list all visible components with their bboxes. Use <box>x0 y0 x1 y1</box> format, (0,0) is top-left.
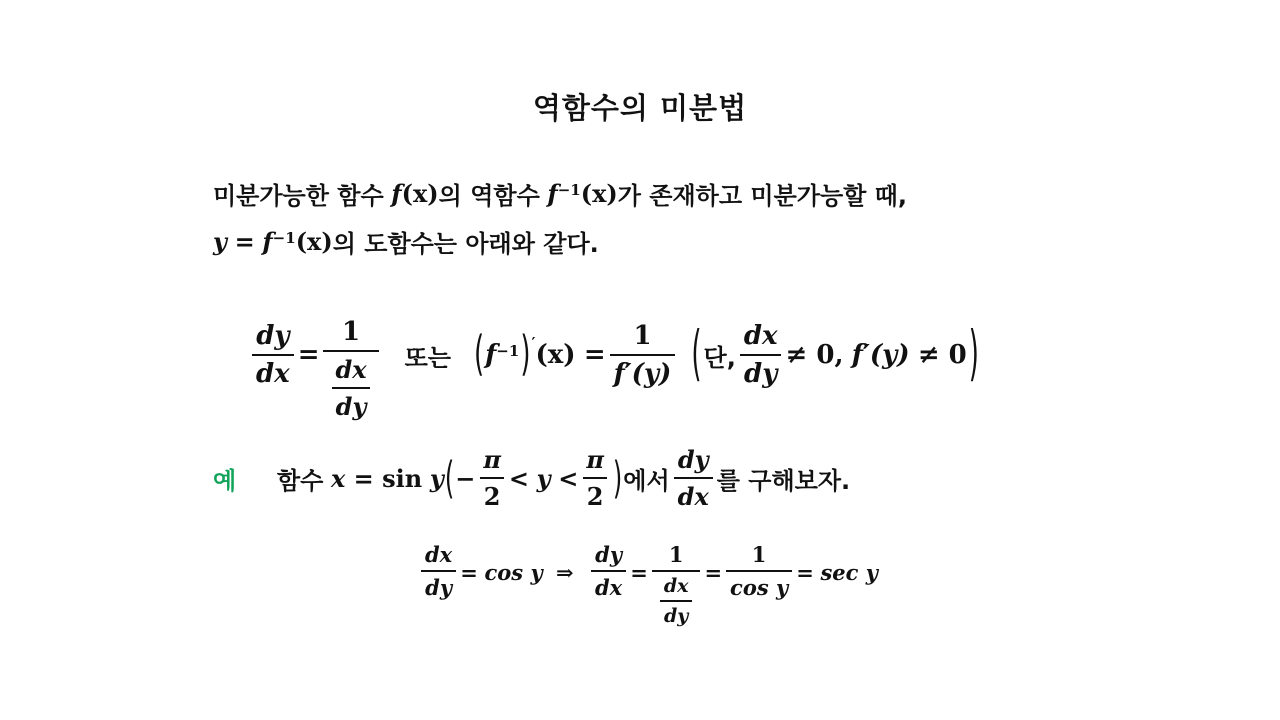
equals-sign: = <box>460 560 478 585</box>
numerator-dy: dy <box>595 542 623 567</box>
intro-text-2: 의 역함수 <box>438 182 540 210</box>
equals-sign: = <box>297 340 320 370</box>
intro-text-4: 의 도함수는 아래와 같다. <box>332 230 599 258</box>
inverse-exponent: −1 <box>496 342 520 360</box>
left-paren: ( <box>473 328 485 382</box>
equals-sign-3: = <box>704 560 723 585</box>
finv-exponent: −1 <box>557 180 581 199</box>
example-text-3: 를 구해보자. <box>716 466 851 495</box>
finv-argument: (x) <box>580 179 618 208</box>
numerator-dx: dx <box>335 355 367 384</box>
denominator-dy: dy <box>740 354 781 389</box>
fx-function: f <box>391 179 402 208</box>
numerator-dx: dx <box>663 575 689 597</box>
x-argument: (x) <box>535 340 576 370</box>
right-paren: ) <box>520 328 531 382</box>
or-text: 또는 <box>404 343 451 372</box>
denominator-cos-y: cos y <box>726 570 792 600</box>
example-text-2: 에서 <box>623 466 670 495</box>
equals-sign: = <box>234 227 255 256</box>
y-variable-2: y <box>536 463 551 493</box>
denominator-dx: dx <box>591 570 626 600</box>
intro-text-3: 가 존재하고 미분가능할 때, <box>617 182 907 210</box>
prime-mark: ′ <box>531 334 536 352</box>
neq-zero-2: ≠ 0 <box>917 340 967 370</box>
two-2: 2 <box>583 477 608 511</box>
numerator-one: 1 <box>341 317 361 347</box>
numerator-dy: dy <box>256 321 290 351</box>
pi-symbol: π <box>483 445 501 474</box>
finv-argument: (x) <box>295 227 333 256</box>
example-text-1: 함수 <box>277 466 324 495</box>
denominator-fraction <box>652 570 701 627</box>
range-left-paren: ( <box>444 452 455 504</box>
example-label: 예 <box>213 466 237 495</box>
condition-dan: 단, <box>703 343 736 372</box>
minus-sign: − <box>455 463 476 493</box>
cos-y: cos y <box>484 560 543 585</box>
numerator-dx: dx <box>425 542 453 567</box>
f-function: f <box>485 340 497 370</box>
equals-sign-4: = <box>796 560 814 585</box>
sec-y: sec y <box>820 560 878 585</box>
range-right-paren: ) <box>612 452 623 504</box>
two: 2 <box>480 477 505 511</box>
condition-dx-dy-fraction <box>740 321 782 389</box>
finv-function: f <box>547 179 558 208</box>
equals-sign-2: = <box>583 340 606 370</box>
denominator-fraction <box>323 350 378 421</box>
fprime-y: f′(y) <box>851 340 910 370</box>
example-dy-dx <box>674 445 713 511</box>
finv-exponent: −1 <box>272 228 296 247</box>
numerator-dx: dx <box>743 321 778 351</box>
numerator-one-2: 1 <box>751 542 767 567</box>
main-formula <box>248 300 981 421</box>
reciprocal-fraction <box>652 542 701 627</box>
condition-right-paren: ) <box>968 320 979 390</box>
dy-dx-fraction <box>591 542 626 600</box>
pi-over-2 <box>582 445 608 511</box>
intro-text-1: 미분가능한 함수 <box>213 182 384 210</box>
y-variable: y <box>213 227 227 256</box>
denominator-dy: dy <box>660 600 692 627</box>
denominator-dx: dx <box>252 354 294 389</box>
reciprocal-fraction <box>323 317 378 421</box>
solution-line <box>417 542 878 632</box>
page-title: 역함수의 미분법 <box>532 91 748 125</box>
denominator-dy: dy <box>332 387 371 421</box>
denominator-dx: dx <box>674 477 713 511</box>
dx-dy-fraction <box>421 542 456 600</box>
dx-dy-inner-fraction <box>660 575 693 627</box>
inverse-derivative-fraction <box>610 321 676 389</box>
intro-line-2 <box>213 224 599 259</box>
condition-left-paren: ( <box>691 320 702 390</box>
dy-dx-fraction <box>252 321 294 389</box>
x-equals: x = <box>331 463 383 493</box>
numerator-one-2: 1 <box>633 321 652 351</box>
less-than-2: < <box>558 463 579 493</box>
one-over-cos-fraction <box>726 542 792 600</box>
fx-argument: (x) <box>401 179 439 208</box>
neg-pi-over-2 <box>479 445 505 511</box>
dx-dy-fraction <box>331 355 370 421</box>
neq-zero: ≠ 0, <box>785 340 844 370</box>
numerator-one: 1 <box>668 542 684 567</box>
equals-sign-2: = <box>630 560 648 585</box>
example-line <box>213 442 850 514</box>
intro-line-1 <box>213 176 907 211</box>
denominator-dy: dy <box>421 570 456 600</box>
sin-function: sin <box>382 463 423 493</box>
less-than: < <box>508 463 529 493</box>
pi-symbol-2: π <box>586 445 604 474</box>
denominator-fprime-y: f′(y) <box>610 354 676 389</box>
y-variable: y <box>429 463 444 493</box>
finv-function: f <box>262 227 273 256</box>
implies-arrow: ⇒ <box>556 560 574 585</box>
numerator-dy: dy <box>677 445 709 474</box>
